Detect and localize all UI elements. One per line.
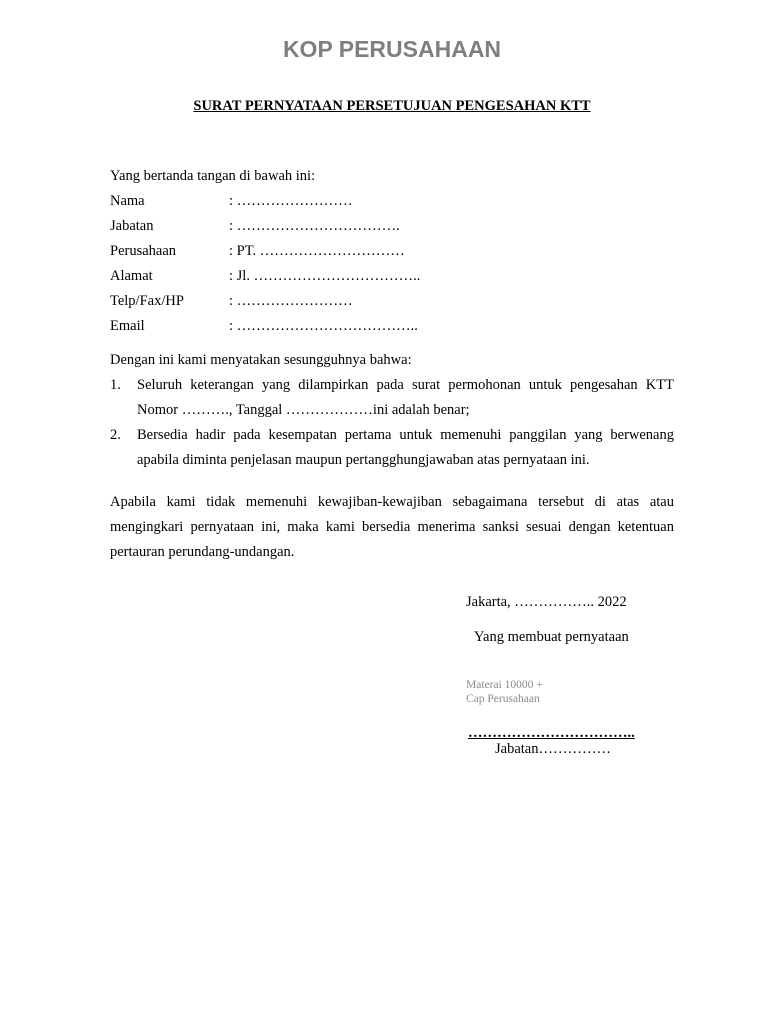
list-text: Seluruh keterangan yang dilampirkan pada surat permohonan untuk pengesahan KTT Nomor ………., Tanggal ………………ini adalah benar; — [137, 377, 674, 418]
field-value: : PT. ………………………… — [229, 243, 405, 259]
field-row-perusahaan — [110, 239, 674, 264]
signature-name: …………………………….. — [468, 725, 635, 741]
statement-intro: Dengan ini kami menyatakan sesungguhnya bahwa: — [110, 352, 412, 368]
field-value: : …………………… — [229, 293, 353, 309]
field-label: Nama — [110, 193, 145, 209]
letterhead: KOP PERUSAHAAN — [282, 36, 502, 62]
list-item — [110, 423, 674, 473]
signature-place-date: Jakarta, …………….. 2022 — [466, 594, 627, 610]
document-title: SURAT PERNYATAAN PERSETUJUAN PENGESAHAN KTT — [193, 98, 591, 114]
field-value: : …………………… — [229, 193, 353, 209]
stamp-placeholder — [466, 678, 543, 706]
stamp-line: Materai 10000 + — [466, 679, 543, 691]
field-label: Email — [110, 318, 145, 334]
field-row-email — [110, 314, 674, 339]
field-row-jabatan — [110, 214, 674, 239]
field-label: Alamat — [110, 268, 153, 284]
field-value: : ……………………………. — [229, 218, 400, 234]
field-label: Perusahaan — [110, 243, 177, 259]
list-number: 2. — [110, 427, 121, 443]
stamp-line: Cap Perusahaan — [466, 693, 540, 705]
field-value: : ……………………………….. — [229, 318, 418, 334]
signature-position: Jabatan…………… — [495, 741, 611, 757]
field-row-nama — [110, 189, 674, 214]
closing-paragraph: Apabila kami tidak memenuhi kewajiban-kewajiban sebagaimana tersebut di atas atau mengingkari pernyataan ini, maka kami bersedia menerima sanksi sesuai dengan ketentuan pertauran perundang-undangan. — [110, 494, 674, 560]
field-value: : Jl. …………………………….. — [229, 268, 421, 284]
list-item — [110, 373, 674, 423]
intro-text: Yang bertanda tangan di bawah ini: — [110, 168, 316, 184]
field-row-alamat — [110, 264, 674, 289]
list-text: Bersedia hadir pada kesempatan pertama untuk memenuhi panggilan yang berwenang apabila diminta penjelasan maupun pertangghungjawaban atas pernyataan ini. — [137, 427, 674, 468]
statement-list — [110, 373, 674, 473]
field-label: Telp/Fax/HP — [110, 293, 184, 309]
list-number: 1. — [110, 377, 121, 393]
field-label: Jabatan — [110, 218, 154, 234]
signature-role: Yang membuat pernyataan — [474, 629, 629, 645]
field-row-telp — [110, 289, 674, 314]
identity-fields — [110, 189, 674, 339]
